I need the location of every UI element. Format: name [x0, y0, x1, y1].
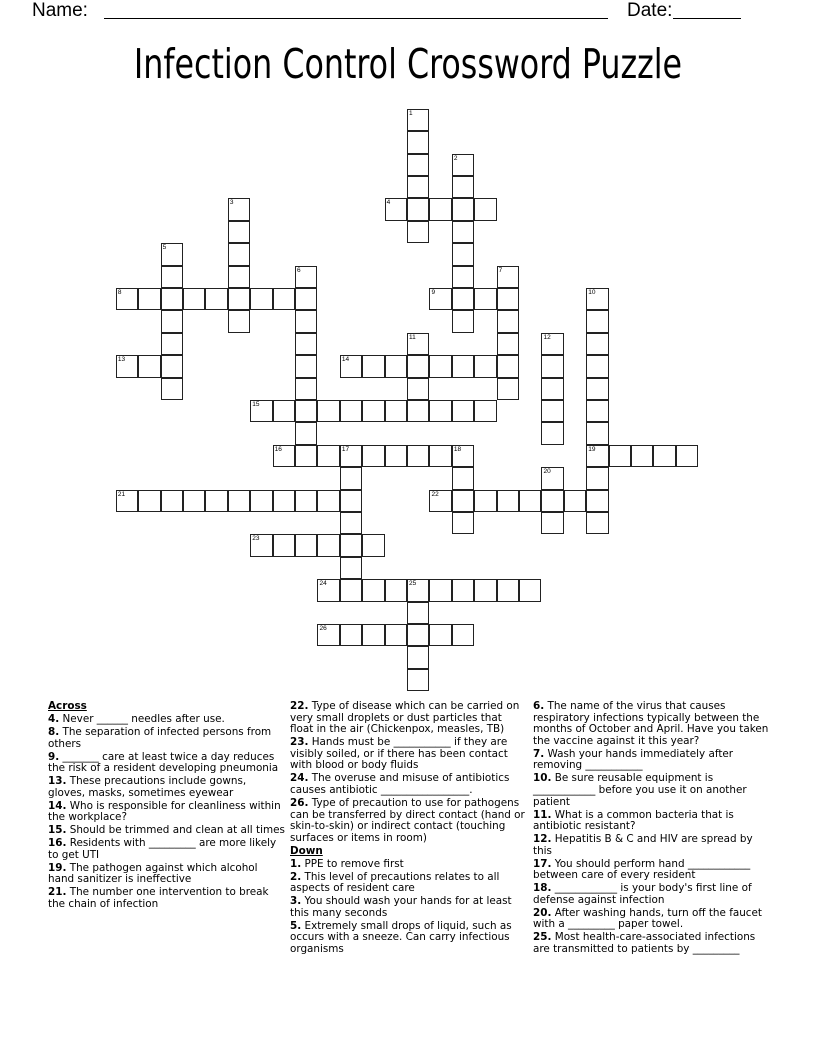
- crossword-cell[interactable]: [273, 490, 295, 512]
- crossword-cell[interactable]: [497, 355, 519, 377]
- clue-text: Wash your hands immediately after removing ___________: [533, 747, 734, 772]
- clue-text: The pathogen against which alcohol hand sanitizer is ineffective: [48, 861, 258, 886]
- clue-number: 21.: [48, 886, 67, 899]
- crossword-cell[interactable]: [452, 154, 474, 176]
- clue-number: 6: [297, 266, 301, 274]
- crossword-cell[interactable]: [138, 288, 160, 310]
- crossword-cell[interactable]: [653, 445, 675, 467]
- crossword-cell[interactable]: [161, 333, 183, 355]
- across-clue: [48, 727, 286, 750]
- crossword-cell[interactable]: [183, 288, 205, 310]
- crossword-cell[interactable]: [452, 288, 474, 310]
- across-clue: [290, 773, 528, 796]
- across-clue: [48, 752, 286, 775]
- clue-number: 4: [386, 199, 391, 207]
- crossword-cell[interactable]: [273, 288, 295, 310]
- across-clue: [48, 887, 286, 910]
- clue-number: 12.: [533, 833, 552, 846]
- crossword-cell[interactable]: [407, 221, 429, 243]
- crossword-cell[interactable]: [385, 624, 407, 646]
- crossword-cell[interactable]: [541, 355, 563, 377]
- crossword-cell[interactable]: [474, 288, 496, 310]
- crossword-cell[interactable]: [340, 512, 362, 534]
- crossword-cell[interactable]: [407, 579, 429, 601]
- clue-number: 13: [117, 356, 126, 364]
- across-clue: [48, 801, 286, 824]
- crossword-cell[interactable]: [541, 400, 563, 422]
- crossword-cell[interactable]: [317, 400, 339, 422]
- crossword-cell[interactable]: [609, 445, 631, 467]
- crossword-cell[interactable]: [429, 288, 451, 310]
- crossword-cell[interactable]: [385, 198, 407, 220]
- clue-text: The number one intervention to break the chain of infection: [48, 886, 269, 911]
- crossword-cell[interactable]: [429, 579, 451, 601]
- crossword-cell[interactable]: [116, 355, 138, 377]
- clue-number: 7.: [533, 747, 545, 760]
- clue-text: This level of precautions relates to all aspects of resident care: [290, 870, 500, 895]
- clue-text: These precautions include gowns, gloves, masks, sometimes eyewear: [48, 775, 247, 799]
- crossword-cell[interactable]: [474, 198, 496, 220]
- crossword-cell[interactable]: [407, 646, 429, 668]
- down-clue: [533, 749, 771, 772]
- crossword-cell[interactable]: [452, 512, 474, 534]
- clue-number: 11: [409, 333, 416, 341]
- crossword-cell[interactable]: [429, 400, 451, 422]
- crossword-cell[interactable]: [362, 579, 384, 601]
- clue-text: Extremely small drops of liquid, such as occurs with a sneeze. Can carry infectious organisms: [290, 919, 512, 955]
- crossword-cell[interactable]: [407, 355, 429, 377]
- crossword-cell[interactable]: [497, 288, 519, 310]
- clue-number: 18: [453, 445, 462, 453]
- crossword-cell[interactable]: [519, 579, 541, 601]
- crossword-cell[interactable]: [295, 266, 317, 288]
- crossword-cell[interactable]: [295, 355, 317, 377]
- crossword-cell[interactable]: [452, 198, 474, 220]
- crossword-cell[interactable]: [161, 288, 183, 310]
- crossword-cell[interactable]: [407, 602, 429, 624]
- crossword-cell[interactable]: [317, 534, 339, 556]
- down-clue: [533, 701, 771, 747]
- crossword-cell[interactable]: [407, 445, 429, 467]
- crossword-cell[interactable]: [452, 624, 474, 646]
- crossword-cell[interactable]: [250, 534, 272, 556]
- crossword-cell[interactable]: [385, 579, 407, 601]
- clue-number: 20: [543, 468, 551, 476]
- crossword-cell[interactable]: [205, 288, 227, 310]
- crossword-cell[interactable]: [474, 490, 496, 512]
- clue-number: 18.: [533, 882, 552, 895]
- crossword-cell[interactable]: [452, 266, 474, 288]
- crossword-cell[interactable]: [295, 333, 317, 355]
- crossword-cell[interactable]: [586, 310, 608, 332]
- crossword-cell[interactable]: [541, 467, 563, 489]
- down-clue: [533, 859, 771, 882]
- crossword-cell[interactable]: [474, 400, 496, 422]
- clue-number: 8.: [48, 725, 60, 738]
- crossword-cell[interactable]: [541, 490, 563, 512]
- clue-text: What is a common bacteria that is antibiotic resistant?: [533, 808, 734, 833]
- date-label: Date:: [627, 0, 673, 21]
- name-label: Name:: [32, 0, 88, 21]
- crossword-cell[interactable]: [161, 355, 183, 377]
- clue-text: The separation of infected persons from others: [48, 725, 272, 750]
- down-clue: [290, 859, 528, 871]
- crossword-cell[interactable]: [317, 490, 339, 512]
- crossword-cell[interactable]: [586, 333, 608, 355]
- crossword-cell[interactable]: [586, 467, 608, 489]
- clue-text: You should wash your hands for at least this many seconds: [290, 895, 512, 919]
- clue-number: 16.: [48, 837, 67, 850]
- crossword-cell[interactable]: [407, 176, 429, 198]
- clue-text: The overuse and misuse of antibiotics causes antibiotic _________________.: [290, 772, 510, 796]
- clue-number: 13.: [48, 775, 67, 788]
- crossword-cell[interactable]: [452, 467, 474, 489]
- clue-number: 4.: [48, 712, 60, 725]
- crossword-cell[interactable]: [586, 445, 608, 467]
- crossword-cell[interactable]: [295, 445, 317, 467]
- across-heading: Across: [48, 700, 87, 712]
- crossword-cell[interactable]: [340, 557, 362, 579]
- clue-number: 3: [229, 199, 234, 207]
- clue-number: 25.: [533, 931, 552, 944]
- clue-text: Type of precaution to use for pathogens can be transferred by direct contact (hand or skin-to-skin) or indirect contact (touching surfaces or items in room): [290, 796, 525, 844]
- crossword-cell[interactable]: [340, 579, 362, 601]
- clue-text: Should be trimmed and clean at all times: [69, 824, 285, 837]
- crossword-cell[interactable]: [340, 400, 362, 422]
- crossword-cell[interactable]: [541, 378, 563, 400]
- across-clue: [48, 863, 286, 886]
- across-clue: [48, 776, 286, 799]
- crossword-cell[interactable]: [161, 378, 183, 400]
- crossword-cell[interactable]: [116, 490, 138, 512]
- clue-text: PPE to remove first: [304, 857, 404, 870]
- crossword-cell[interactable]: [586, 288, 608, 310]
- crossword-cell[interactable]: [631, 445, 653, 467]
- crossword-cell[interactable]: [183, 490, 205, 512]
- crossword-cell[interactable]: [385, 445, 407, 467]
- clue-text: Residents with _________ are more likely to get UTI: [48, 837, 277, 861]
- clue-number: 2: [453, 154, 458, 162]
- crossword-cell[interactable]: [452, 400, 474, 422]
- crossword-cell[interactable]: [228, 198, 250, 220]
- crossword-cell[interactable]: [429, 624, 451, 646]
- clue-number: 20.: [533, 906, 552, 919]
- crossword-cell[interactable]: [273, 445, 295, 467]
- crossword-cell[interactable]: [452, 221, 474, 243]
- crossword-cell[interactable]: [452, 243, 474, 265]
- crossword-cell[interactable]: [429, 445, 451, 467]
- clues-column-1: [48, 701, 286, 912]
- clue-number: 12: [543, 333, 551, 341]
- clue-number: 8: [117, 289, 122, 297]
- clue-number: 9: [431, 289, 436, 297]
- crossword-cell[interactable]: [340, 445, 362, 467]
- across-clue: [290, 798, 528, 844]
- clue-number: 11.: [533, 808, 552, 821]
- across-clue: [290, 701, 528, 736]
- crossword-cell[interactable]: [340, 624, 362, 646]
- down-clue: [290, 896, 528, 919]
- crossword-cell[interactable]: [407, 131, 429, 153]
- crossword-cell[interactable]: [497, 310, 519, 332]
- crossword-cell[interactable]: [340, 355, 362, 377]
- crossword-cell[interactable]: [161, 310, 183, 332]
- crossword-cell[interactable]: [407, 669, 429, 691]
- clue-number: 17: [341, 445, 350, 453]
- crossword-cell[interactable]: [295, 378, 317, 400]
- clue-number: 5: [162, 244, 167, 252]
- clue-text: Be sure reusable equipment is ____________ before you use it on another patient: [533, 772, 747, 808]
- clue-text: Who is responsible for cleanliness within the workplace?: [48, 799, 281, 824]
- crossword-cell[interactable]: [295, 288, 317, 310]
- clue-number: 25: [409, 580, 417, 588]
- crossword-cell[interactable]: [205, 490, 227, 512]
- crossword-cell[interactable]: [407, 400, 429, 422]
- crossword-cell[interactable]: [161, 490, 183, 512]
- crossword-cell[interactable]: [452, 579, 474, 601]
- page-title: Infection Control Crossword Puzzle: [133, 40, 683, 88]
- crossword-cell[interactable]: [452, 445, 474, 467]
- crossword-cell[interactable]: [497, 579, 519, 601]
- clue-number: 16: [274, 445, 282, 453]
- crossword-cell[interactable]: [429, 490, 451, 512]
- clue-number: 24.: [290, 772, 309, 785]
- crossword-cell[interactable]: [519, 490, 541, 512]
- clue-number: 15: [252, 401, 260, 409]
- crossword-cell[interactable]: [340, 490, 362, 512]
- clue-number: 26: [319, 625, 327, 633]
- crossword-cell[interactable]: [228, 221, 250, 243]
- crossword-cell[interactable]: [161, 266, 183, 288]
- crossword-cell[interactable]: [452, 355, 474, 377]
- down-clue: [533, 908, 771, 931]
- crossword-cell[interactable]: [407, 333, 429, 355]
- crossword-cell[interactable]: [317, 624, 339, 646]
- clue-number: 19: [588, 445, 596, 453]
- crossword-cell[interactable]: [586, 378, 608, 400]
- clue-number: 5.: [290, 919, 302, 932]
- down-clue: [533, 773, 771, 808]
- crossword-cell[interactable]: [295, 490, 317, 512]
- crossword-cell[interactable]: [385, 355, 407, 377]
- crossword-cell[interactable]: [317, 579, 339, 601]
- crossword-cell[interactable]: [228, 288, 250, 310]
- clue-number: 7: [498, 266, 503, 274]
- crossword-cell[interactable]: [586, 490, 608, 512]
- clue-number: 14.: [48, 799, 67, 812]
- crossword-cell[interactable]: [273, 534, 295, 556]
- crossword-cell[interactable]: [429, 198, 451, 220]
- crossword-cell[interactable]: [541, 333, 563, 355]
- crossword-cell[interactable]: [250, 288, 272, 310]
- crossword-cell[interactable]: [586, 355, 608, 377]
- crossword-cell[interactable]: [452, 176, 474, 198]
- clue-text: Most health-care-associated infections are transmitted to patients by _________: [533, 931, 756, 955]
- crossword-cell[interactable]: [295, 400, 317, 422]
- crossword-cell[interactable]: [385, 400, 407, 422]
- clue-number: 23.: [290, 736, 309, 749]
- down-clue: [533, 810, 771, 833]
- crossword-cell[interactable]: [161, 243, 183, 265]
- crossword-cell[interactable]: [497, 490, 519, 512]
- crossword-cell[interactable]: [362, 534, 384, 556]
- crossword-cell[interactable]: [586, 512, 608, 534]
- clue-number: 22: [431, 490, 439, 498]
- clues-column-3: [533, 701, 771, 957]
- across-clue: [48, 714, 286, 726]
- clues-column-2: [290, 701, 528, 957]
- clue-number: 9.: [48, 750, 60, 763]
- crossword-cell[interactable]: [228, 490, 250, 512]
- clue-text: _______ care at least twice a day reduces the risk of a resident developing pneumonia: [48, 750, 279, 775]
- crossword-cell[interactable]: [362, 445, 384, 467]
- clue-text: After washing hands, turn off the faucet with a _________ paper towel.: [533, 906, 762, 931]
- crossword-cell[interactable]: [541, 512, 563, 534]
- down-clue: [533, 932, 771, 955]
- crossword-cell[interactable]: [340, 467, 362, 489]
- crossword-cell[interactable]: [295, 310, 317, 332]
- clue-number: 24: [319, 580, 327, 588]
- crossword-cell[interactable]: [407, 378, 429, 400]
- clue-text: ____________ is your body's first line of defense against infection: [533, 882, 752, 906]
- crossword-cell[interactable]: [564, 490, 586, 512]
- crossword-cell[interactable]: [362, 624, 384, 646]
- crossword-cell[interactable]: [474, 579, 496, 601]
- crossword-cell[interactable]: [228, 266, 250, 288]
- down-clue: [533, 883, 771, 906]
- clue-text: You should perform hand ____________ between care of every resident: [533, 857, 751, 882]
- clue-number: 6.: [533, 700, 545, 712]
- crossword-cell[interactable]: [250, 400, 272, 422]
- crossword-cell[interactable]: [228, 243, 250, 265]
- crossword-cell[interactable]: [429, 355, 451, 377]
- crossword-cell[interactable]: [228, 310, 250, 332]
- across-clue: [48, 838, 286, 861]
- crossword-cell[interactable]: [116, 288, 138, 310]
- crossword-cell[interactable]: [452, 310, 474, 332]
- crossword-cell[interactable]: [340, 534, 362, 556]
- crossword-cell[interactable]: [295, 422, 317, 444]
- crossword-cell[interactable]: [541, 422, 563, 444]
- clue-number: 1: [409, 109, 413, 117]
- across-clue: [290, 737, 528, 772]
- crossword-cell[interactable]: [250, 490, 272, 512]
- crossword-cell[interactable]: [138, 490, 160, 512]
- crossword-cell[interactable]: [497, 333, 519, 355]
- clue-number: 1.: [290, 857, 302, 870]
- crossword-cell[interactable]: [407, 624, 429, 646]
- clue-number: 2.: [290, 870, 302, 883]
- clue-number: 10.: [533, 772, 552, 785]
- clue-text: Never ______ needles after use.: [62, 712, 225, 725]
- down-clue: [290, 921, 528, 956]
- crossword-cell[interactable]: [407, 109, 429, 131]
- crossword-cell[interactable]: [676, 445, 698, 467]
- clue-text: Hands must be ___________ if they are visibly soiled, or if there has been contact with blood or body fluids: [290, 736, 508, 772]
- clue-number: 14: [341, 356, 350, 364]
- clue-text: Hepatitis B & C and HIV are spread by this: [533, 833, 753, 857]
- crossword-cell[interactable]: [295, 534, 317, 556]
- clue-number: 10: [588, 289, 596, 297]
- clue-number: 3.: [290, 895, 302, 908]
- across-clue: [48, 825, 286, 837]
- down-clue: [533, 834, 771, 857]
- clue-text: Type of disease which can be carried on very small droplets or dust particles that float in the air (Chickenpox, measles, TB): [290, 700, 520, 736]
- clue-number: 17.: [533, 857, 552, 870]
- down-heading: Down: [290, 844, 323, 857]
- clue-number: 26.: [290, 796, 309, 809]
- crossword-cell[interactable]: [317, 445, 339, 467]
- clue-number: 23: [252, 535, 260, 543]
- clue-number: 22.: [290, 700, 309, 712]
- down-clue: [290, 872, 528, 895]
- clue-number: 21: [117, 490, 126, 498]
- crossword-cell[interactable]: [586, 400, 608, 422]
- crossword-cell[interactable]: [138, 355, 160, 377]
- clue-number: 15.: [48, 824, 67, 837]
- crossword-cell[interactable]: [474, 355, 496, 377]
- crossword-cell[interactable]: [407, 154, 429, 176]
- crossword-cell[interactable]: [362, 355, 384, 377]
- crossword-cell[interactable]: [497, 266, 519, 288]
- crossword-cell[interactable]: [497, 378, 519, 400]
- crossword-cell[interactable]: [407, 198, 429, 220]
- clue-text: The name of the virus that causes respiratory infections typically between the months of October and April. Have you taken the vaccine against it this year?: [533, 700, 769, 747]
- crossword-cell[interactable]: [362, 400, 384, 422]
- clue-number: 19.: [48, 861, 67, 874]
- crossword-cell[interactable]: [586, 422, 608, 444]
- crossword-cell[interactable]: [273, 400, 295, 422]
- crossword-cell[interactable]: [452, 490, 474, 512]
